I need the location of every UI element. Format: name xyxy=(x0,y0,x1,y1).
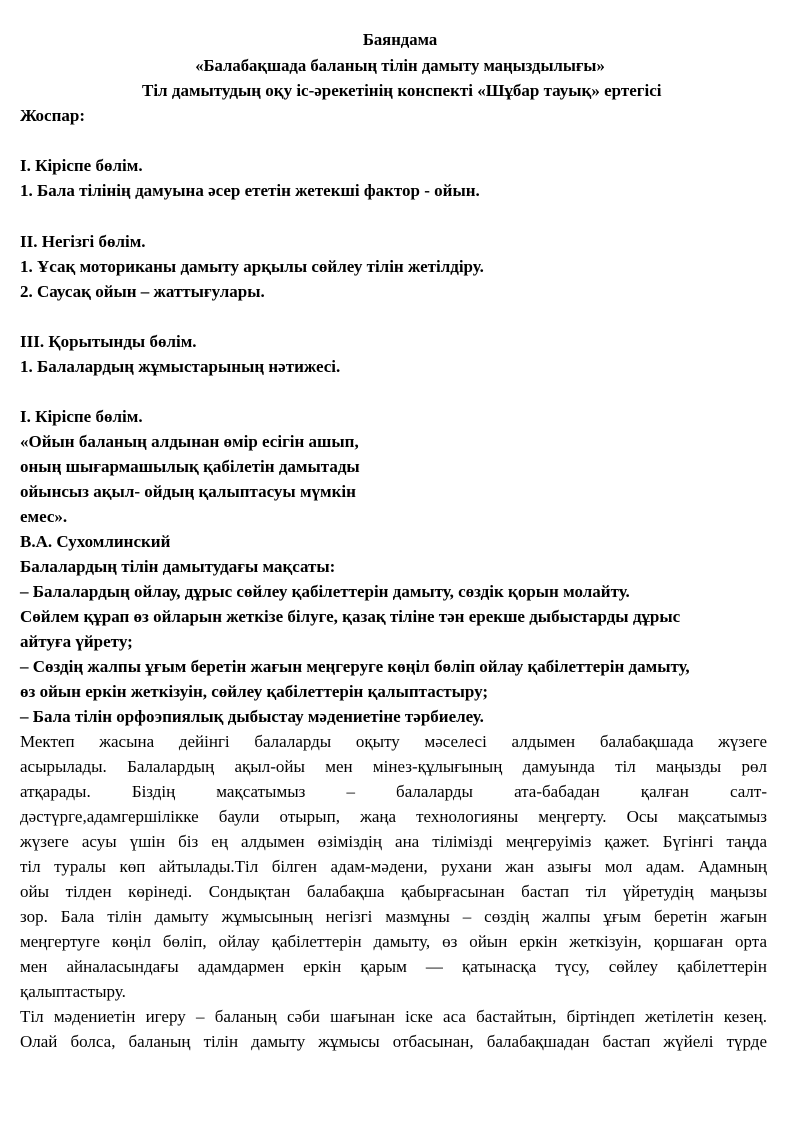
body-text-line: мен айналасындағы адамдармен еркін қарым — қатынасқа түсу, сөйлеу қабілеттерін xyxy=(20,957,767,976)
body-text-line: Тіл мәдениетін игеру – баланың сәби шағынан іске аса бастайтын, біртіндеп жетілетін кезең. xyxy=(20,1007,767,1026)
plan-heading: Жоспар: xyxy=(20,106,85,125)
body-text-line: тіл туралы көп айтылады.Тіл білген адам-мәдени, рухани жан азығы мол адам. Адамның xyxy=(20,857,767,876)
goals-heading: Балалардың тілін дамытудағы мақсаты: xyxy=(20,557,336,576)
intro-heading: I. Кіріспе бөлім. xyxy=(20,407,143,426)
body-text-line: зор. Бала тілін дамыту жұмысының негізгі мазмұны – сөздің жалпы ұғым беретін жағын xyxy=(20,907,767,926)
body-text-line: Олай болса, баланың тілін дамыту жұмысы отбасынан, балабақшадан бастап жүйелі түрде xyxy=(20,1032,767,1051)
plan-item: 1. Бала тілінің дамуына әсер ететін жетекші фактор - ойын. xyxy=(20,181,480,200)
body-text-line: асырылады. Балалардың ақыл-ойы мен мінез-құлығының дамуында тіл маңызды рөл xyxy=(20,757,767,776)
quote-line: ойынсыз ақыл- ойдың қалыптасуы мүмкін xyxy=(20,482,356,501)
goal-line: өз ойын еркін жеткізуін, сөйлеу қабілеттерін қалыптастыру; xyxy=(20,682,489,701)
quote-author: В.А. Сухомлинский xyxy=(20,532,171,551)
body-text-line: атқарады. Біздің мақсатымыз – балаларды ата-бабадан қалған салт- xyxy=(20,782,767,801)
plan-section-title: II. Негізгі бөлім. xyxy=(20,232,146,251)
document-title: Баяндама xyxy=(362,30,438,49)
goal-line: – Сөздің жалпы ұғым беретін жағын меңгеруге көңіл бөліп ойлау қабілеттерін дамыту, xyxy=(20,657,690,676)
quote-line: оның шығармашылық қабілетін дамытады xyxy=(20,457,360,476)
quote-line: емес». xyxy=(20,507,68,526)
document-subtitle: «Балабақшада баланың тілін дамыту маңыздылығы» xyxy=(195,56,605,75)
document-subtitle-2: Тіл дамытудың оқу іс-әрекетінің конспекті «Шұбар тауық» ертегісі xyxy=(142,81,662,100)
plan-section-title: I. Кіріспе бөлім. xyxy=(20,156,143,175)
plan-section-title: III. Қорытынды бөлім. xyxy=(20,332,197,351)
body-text-line: жүзеге асуы үшін біз ең алдымен өзіміздің ана тілімізді меңгеруіміз қажет. Бүгінгі таңда xyxy=(20,832,767,851)
plan-item: 1. Ұсақ моториканы дамыту арқылы сөйлеу тілін жетілдіру. xyxy=(20,257,484,276)
goal-line: – Балалардың ойлау, дұрыс сөйлеу қабілеттерін дамыту, сөздік қорын молайту. xyxy=(20,582,630,601)
body-text-line: дәстүрге,адамгершілікке баули отырып, жаңа технологияны меңгерту. Осы мақсатымыз xyxy=(20,807,767,826)
plan-item: 1. Балалардың жұмыстарының нәтижесі. xyxy=(20,357,341,376)
body-text-line: ойы тілден көрінеді. Сондықтан балабақша қабырғасынан бастап тіл үйретудің маңызы xyxy=(20,882,767,901)
goal-line: – Бала тілін орфоэпиялық дыбыстау мәдениетіне тәрбиелеу. xyxy=(20,707,484,726)
goal-line: айтуға үйрету; xyxy=(20,632,133,651)
goal-line: Сөйлем құрап өз ойларын жеткізе білуге, қазақ тіліне тән ерекше дыбыстарды дұрыс xyxy=(20,607,681,626)
body-text-line: меңгертуге көңіл бөліп, ойлау қабілеттерін дамыту, өз ойын еркін жеткізуін, қоршаған орта xyxy=(20,932,767,951)
quote-line: «Ойын баланың алдынан өмір есігін ашып, xyxy=(20,432,359,451)
body-text-line: Мектеп жасына дейінгі балаларды оқыту мәселесі алдымен балабақшада жүзеге xyxy=(20,732,767,751)
plan-item: 2. Саусақ ойын – жаттығулары. xyxy=(20,282,265,301)
body-text-line: қалыптастыру. xyxy=(20,982,126,1001)
